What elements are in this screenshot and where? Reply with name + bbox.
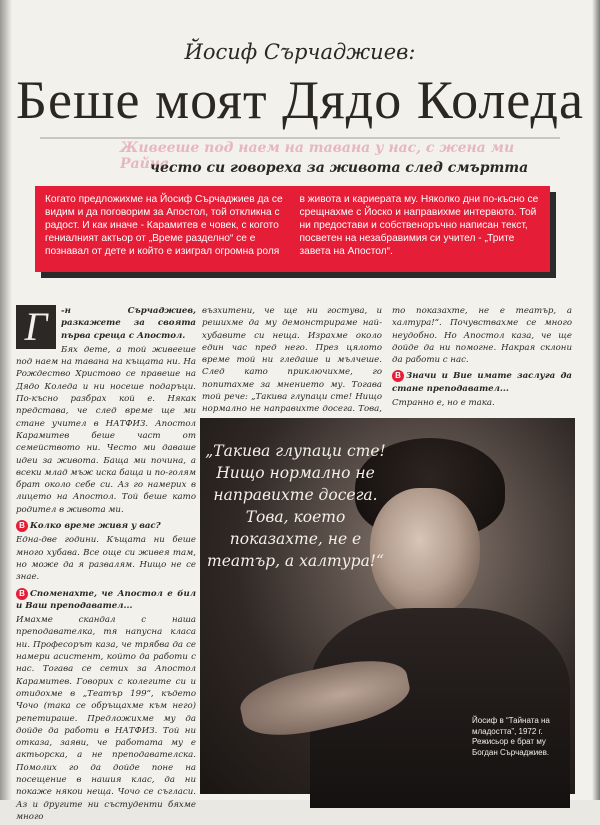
answer-1: Една-две години. Къщата ни беше много хубава. Все още си живея там, но може да я развалям. Нищо не се знае. <box>16 535 196 583</box>
question-3-text: Значи и Вие имате заслуга да стане преподавател... <box>392 371 572 394</box>
answer-2: Имахме скандал с наша преподавателка, тя напусна класа ни. Професорът каза, че трябва да се намери асистент, който да работи с нас. Тогава се сетих за Апостол Карамитев. Говорих с колегите си и отидохме в „Театър 199“, където Чочо (така се обръщахме към него) репетираше. Предложихме му да дойде да работи в НАТФИЗ. Той ни отказа, заяви, че работата му е актьорска, а не преподавателска. Помолих го да дойде поне на посещение в нашия клас, да ни покаже някои неща. Чочо се съгласи. Аз и другите ни състуденти бяхме много <box>16 615 196 822</box>
pull-quote: „Такива глупаци сте! Нищо нормално не направихте досега. Това, което показахте, не е театър, а халтура!“ <box>205 442 386 570</box>
intro-right: в живота и кариерата му. Няколко дни по-късно се срещнахме с Йоско и направихме интервюто. Той ни предостави и собственоръчно написан текст, посветен на незабравимия си учител - „Трите завета на Апостол“. <box>299 194 539 257</box>
article-column-1 <box>16 305 196 825</box>
question-1-text: Колко време живя у вас? <box>30 521 161 532</box>
question-2-text: Споменахте, че Апостол е бил и Ваш преподавател... <box>16 588 196 611</box>
headline-rule <box>40 137 560 139</box>
intro-box <box>35 186 550 272</box>
question-3 <box>392 370 572 395</box>
subheadline-1: Живееше под наем на тавана у нас, с жена ми Райна <box>120 140 515 172</box>
column-3-text: то показахте, не е театър, а халтура!“. Почувствахме се много неудобно. Но Апостол каза, че ще дойде да ни помогне. Накрая склони да работи с нас. <box>392 306 572 366</box>
column-2-text: възхитени, че ще ни гостува, и решихме да му демонстрираме най-хубавите си неща. Израхме около един час пред него. През цялото време той ни гледаше и мълчеше. След като приключихме, го попитахме за мнението му. Тогава той рече: „Такива глупаци сте! Нищо нормално не направихте досега. Това, <box>202 306 382 415</box>
article-column-3 <box>392 305 572 411</box>
question-badge-icon: В <box>16 588 28 600</box>
question-badge-icon: В <box>16 520 28 532</box>
article-column-2 <box>202 305 382 430</box>
subheadline-2: често си говореха за живота след смъртта <box>150 160 529 176</box>
question-1 <box>16 520 196 532</box>
intro-left: Когато предложихме на Йосиф Сърчаджиев да се видим и да поговорим за Апостол, той откликна с радост. И как иначе - Карамитев е човек, с когото гениалният актьор от „Време разделно“ се е познавал от дете и който е изиграл огромна роля <box>45 194 283 257</box>
author-name: Йосиф Сърчаджиев: <box>184 40 416 64</box>
headline: Беше моят Дядо Коледа <box>15 70 584 130</box>
answer-3: Странно е, но е така. <box>392 398 495 409</box>
question-badge-icon: В <box>392 370 404 382</box>
opening-answer: Бях дете, а той живееше под наем на тавана на къщата ни. На Рождество Христово се правеше на Дядо Коледа и ни носеше подаръци. По-късно разбрах кой е. Някак представа, че след време ще ми стане учител в НАТФИЗ. Апостол Карамитев беше част от семейството ни. Често ми даваше идеи за живота. Баща ми почина, а всеки млад мъж иска баща и по-голям брат около себе си. Аз го намерих в лицето на Апостол. Той беше като родител в живота ми. <box>16 344 196 515</box>
opening-question: -н Сърчаджиев, разкажете за своята първа среща с Апостол. <box>61 306 196 341</box>
question-2 <box>16 588 196 613</box>
photo-caption: Йосиф в “Тайната на младостта”, 1972 г. Режисьор е брат му Богдан Сърчаджиев. <box>472 716 550 757</box>
drop-cap: Г <box>16 305 56 349</box>
